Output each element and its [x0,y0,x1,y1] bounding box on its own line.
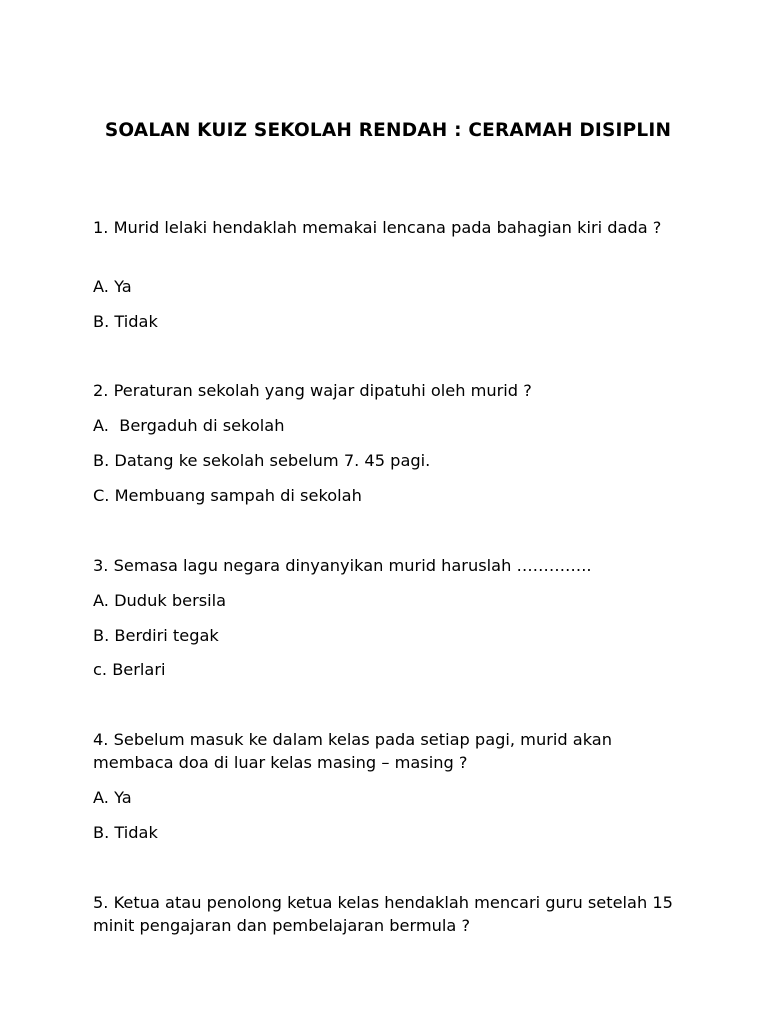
question-2-option-a: A. Bergaduh di sekolah [93,416,285,435]
question-5-text: 5. Ketua atau penolong ketua kelas hendaklah mencari guru setelah 15 minit pengajaran dan pembelajaran bermula ? [93,893,679,935]
question-2-text: 2. Peraturan sekolah yang wajar dipatuhi oleh murid ? [93,381,532,400]
question-3-option-a: A. Duduk bersila [93,591,227,610]
question-1-option-b: B. Tidak [93,312,158,331]
question-3-option-c: c. Berlari [93,660,166,679]
question-2-option-c: C. Membuang sampah di sekolah [93,486,362,505]
question-3-text: 3. Semasa lagu negara dinyanyikan murid haruslah ………….. [93,556,592,575]
question-3-option-b: B. Berdiri tegak [93,626,219,645]
question-4-option-b: B. Tidak [93,823,158,842]
question-4-option-a: A. Ya [93,788,132,807]
question-1-option-a: A. Ya [93,277,132,296]
question-1-text: 1. Murid lelaki hendaklah memakai lencana pada bahagian kiri dada ? [93,218,662,237]
question-4-text: 4. Sebelum masuk ke dalam kelas pada setiap pagi, murid akan membaca doa di luar kelas masing – masing ? [93,730,618,772]
question-2-option-b: B. Datang ke sekolah sebelum 7. 45 pagi. [93,451,431,470]
document-title: SOALAN KUIZ SEKOLAH RENDAH : CERAMAH DISIPLIN [104,120,672,141]
